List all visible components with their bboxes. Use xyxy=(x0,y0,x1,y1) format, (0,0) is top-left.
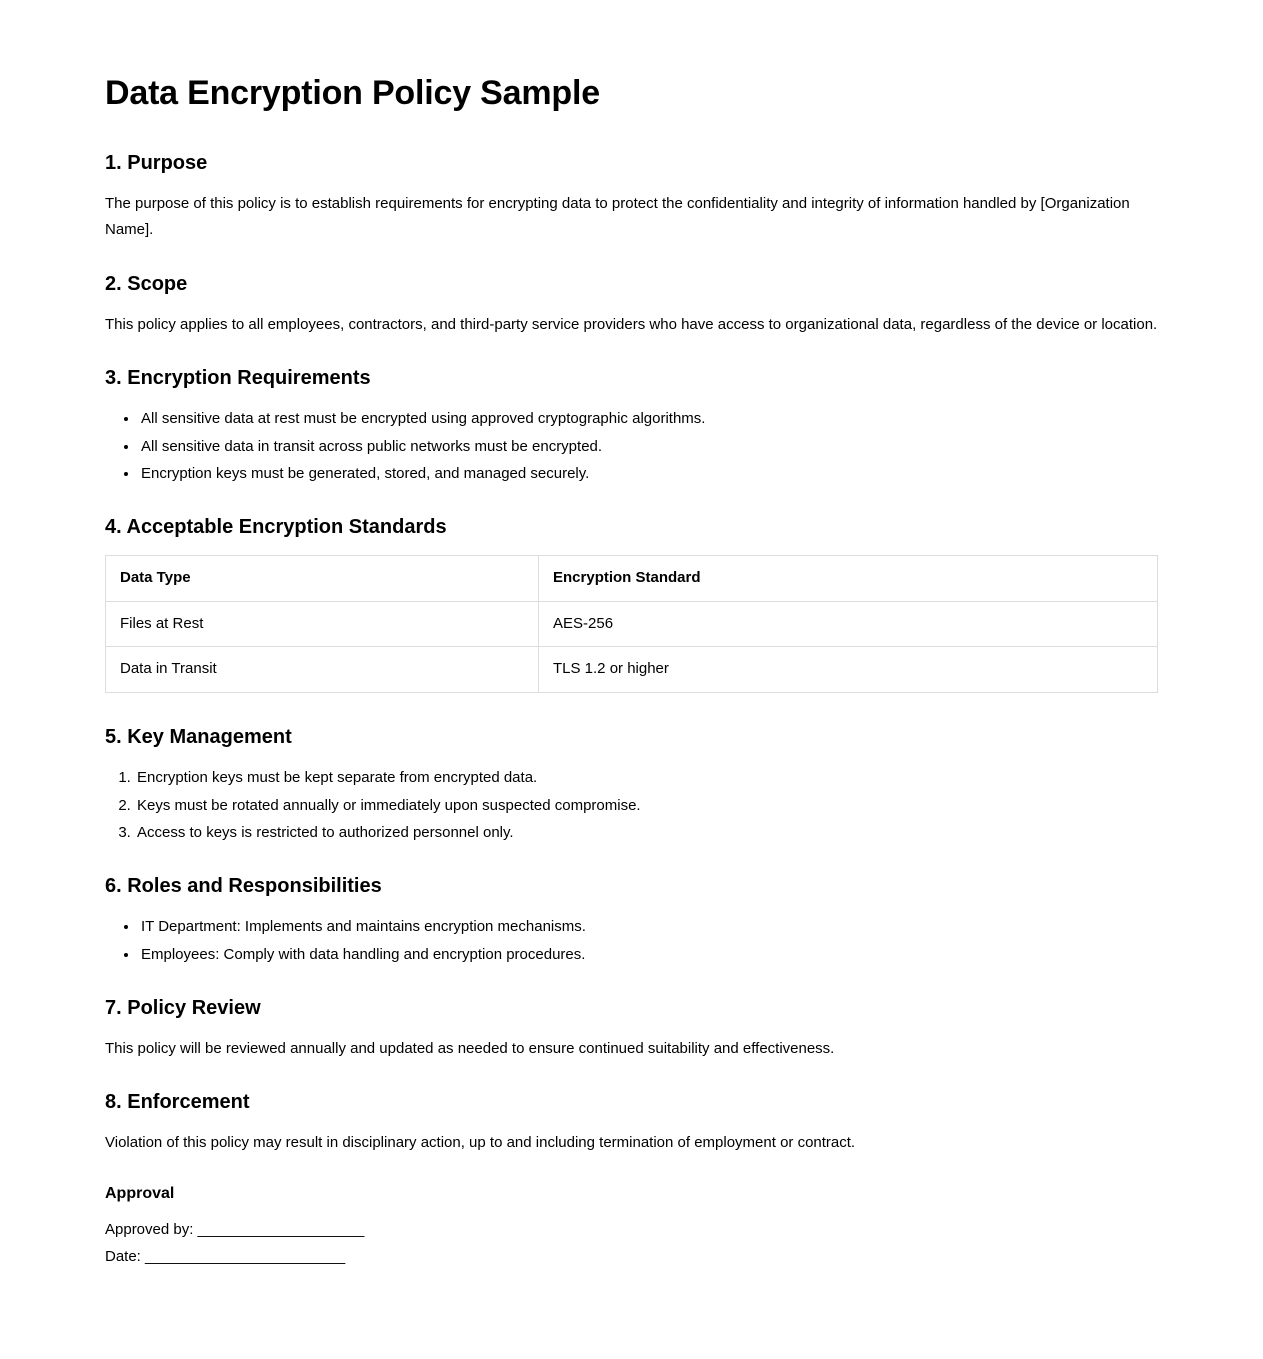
list-item: • All sensitive data in transit across public networks must be encrypted. xyxy=(139,434,1158,460)
approved-by-line: Approved by: ____________________ xyxy=(105,1221,365,1239)
section-purpose xyxy=(105,151,1158,244)
section-scope xyxy=(105,272,1158,338)
section-paragraph-policy-review: This policy will be reviewed annually and updated as needed to ensure continued suitability and effectiveness. xyxy=(105,1039,835,1057)
table-row xyxy=(106,647,1158,693)
section-heading-roles-and-responsibilities: 6. Roles and Responsibilities xyxy=(105,875,382,898)
section-roles-and-responsibilities xyxy=(105,874,1158,968)
section-heading-key-management: 5. Key Management xyxy=(105,725,292,748)
table-cell-data-type: Files at Rest xyxy=(106,601,539,647)
list-item: • IT Department: Implements and maintains encryption mechanisms. xyxy=(139,914,1158,940)
list-item: 2. Keys must be rotated annually or immediately upon suspected compromise. xyxy=(135,793,1158,819)
table-row xyxy=(106,601,1158,647)
list-item: 1. Encryption keys must be kept separate from encrypted data. xyxy=(135,765,1158,791)
section-paragraph-enforcement: Violation of this policy may result in disciplinary action, up to and including termination of employment or contract. xyxy=(105,1133,856,1151)
section-enforcement xyxy=(105,1090,1158,1156)
section-heading-purpose: 1. Purpose xyxy=(105,152,208,175)
encryption-standards-table xyxy=(105,555,1158,693)
key-management-list xyxy=(119,765,1158,846)
section-encryption-requirements xyxy=(105,366,1158,487)
encryption-requirements-list xyxy=(127,406,1158,487)
roles-and-responsibilities-list xyxy=(127,914,1158,968)
approval-heading: Approval xyxy=(105,1185,175,1203)
list-item: • All sensitive data at rest must be encrypted using approved cryptographic algorithms. xyxy=(139,406,1158,432)
section-heading-scope: 2. Scope xyxy=(105,272,188,295)
section-acceptable-encryption-standards xyxy=(105,515,1158,693)
section-paragraph-purpose: The purpose of this policy is to establish requirements for encrypting data to protect the confidentiality and integrity of information handled by [Organization Name]. xyxy=(105,195,1130,239)
section-heading-enforcement: 8. Enforcement xyxy=(105,1090,250,1113)
table-header-data-type: Data Type xyxy=(106,556,539,602)
table-cell-data-type: Data in Transit xyxy=(106,647,539,693)
table-header-row xyxy=(106,556,1158,602)
table-cell-encryption-standard: TLS 1.2 or higher xyxy=(539,647,1158,693)
section-heading-acceptable-encryption-standards: 4. Acceptable Encryption Standards xyxy=(105,516,447,539)
approval-signature-block xyxy=(105,1217,1158,1270)
page-title: Data Encryption Policy Sample xyxy=(105,74,600,112)
table-header-encryption-standard: Encryption Standard xyxy=(539,556,1158,602)
table-cell-encryption-standard: AES-256 xyxy=(539,601,1158,647)
list-item: • Employees: Comply with data handling and encryption procedures. xyxy=(139,942,1158,968)
section-policy-review xyxy=(105,996,1158,1062)
list-item: 3. Access to keys is restricted to authorized personnel only. xyxy=(135,820,1158,846)
section-heading-policy-review: 7. Policy Review xyxy=(105,996,261,1019)
list-item: • Encryption keys must be generated, stored, and managed securely. xyxy=(139,461,1158,487)
date-line: Date: ________________________ xyxy=(105,1248,346,1266)
section-heading-encryption-requirements: 3. Encryption Requirements xyxy=(105,366,371,389)
section-approval xyxy=(105,1184,1158,1271)
section-paragraph-scope: This policy applies to all employees, contractors, and third-party service providers who have access to organizational data, regardless of the device or location. xyxy=(105,315,1158,333)
section-key-management xyxy=(105,725,1158,846)
